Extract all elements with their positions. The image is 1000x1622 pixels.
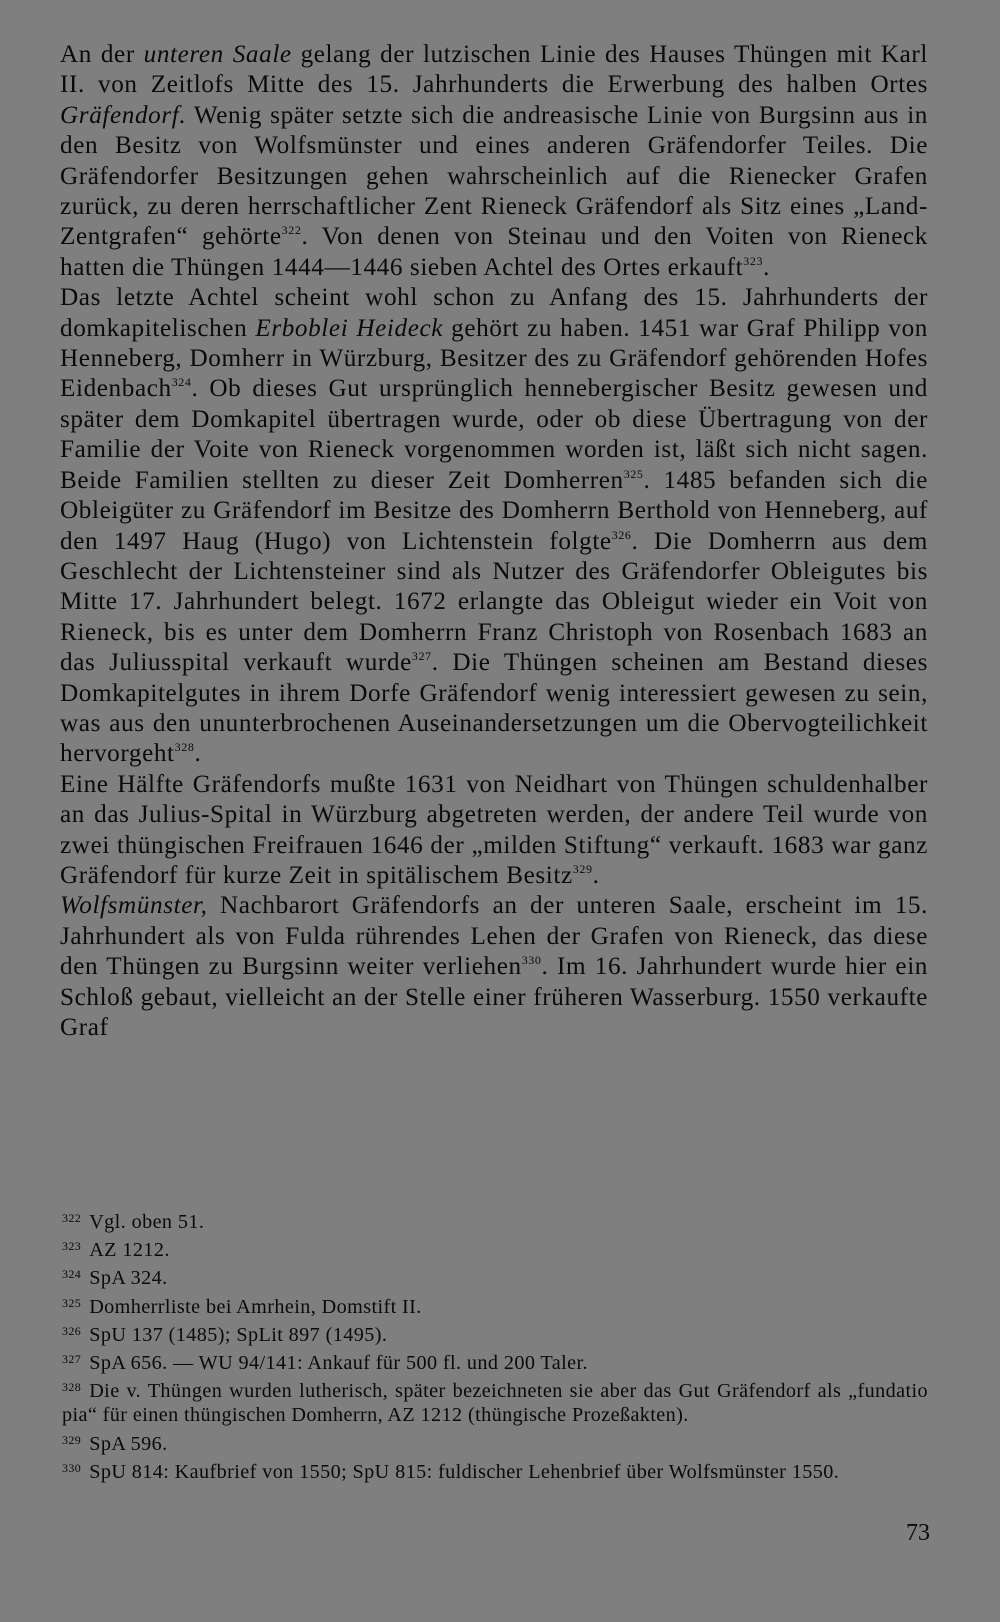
text-run: gelang der lutzischen Linie des Hauses Thüngen mit Karl II. von Zeitlofs Mitte des 15. Jahrhunderts die Erwerbung des halben Ortes	[60, 41, 928, 99]
text-run: .	[194, 740, 202, 768]
footnote-ref: 324	[171, 375, 192, 390]
footnote-ref: 326	[611, 527, 632, 542]
footnote-text: SpA 656. — WU 94/141: Ankauf für 500 fl. und 200 Taler.	[89, 1352, 588, 1375]
footnotes	[62, 1206, 928, 1484]
footnote	[62, 1428, 928, 1456]
footnote-number: 326	[62, 1323, 82, 1338]
footnote-ref: 325	[623, 466, 644, 481]
footnote-ref: 323	[743, 253, 764, 268]
text-run: . Ob dieses Gut ursprünglich hennebergischer Besitz gewesen und später dem Domkapitel übertragen wurde, oder ob diese Übertragung von der Familie der Voite von Rieneck vorgenommen worden ist, läßt sich nicht sagen. Beide Familien stellten zu dieser Zeit Domherren	[60, 375, 928, 494]
footnote-text: AZ 1212.	[89, 1239, 170, 1262]
footnote-number: 330	[62, 1460, 82, 1475]
paragraph	[60, 283, 928, 770]
text-run: . 1485 befanden sich die Obleigüter zu Gräfendorf im Besitze des Domherrn Berthold von Henneberg, auf den 1497 Haug (Hugo) von Lichtenstein folgte	[60, 466, 928, 555]
footnote-number: 328	[62, 1380, 82, 1395]
footnote-text: Vgl. oben 51.	[89, 1211, 205, 1233]
footnote	[62, 1456, 928, 1484]
footnote	[62, 1319, 928, 1347]
text-run: . Im 16. Jahrhundert wurde hier ein Schloß gebaut, vielleicht an der Stelle einer früheren Wasserburg. 1550 verkaufte Graf	[60, 953, 928, 1041]
footnote-ref: 330	[521, 953, 542, 968]
paragraph	[60, 40, 928, 283]
italic-text: Wolfsmünster,	[60, 892, 208, 920]
text-run: Wenig später setzte sich die andreasische Linie von Burgsinn aus in den Besitz von Wolfsmünster und eines anderen Gräfendorfer Teiles. Die Gräfendorfer Besitzungen gehen wahrscheinlich auf die Rienecker Grafen zurück, zu deren herrschaftlicher Zent Rieneck Gräfendorf als Sitz eines „Land-Zentgrafen“ gehörte	[60, 101, 928, 251]
text-run: Eine Hälfte Gräfendorfs mußte 1631 von Neidhart von Thüngen schuldenhalber an das Julius-Spital in Würzburg abgetreten werden, der andere Teil wurde von zwei thüngischen Freifrauen 1646 der „milden Stiftung“ verkauft. 1683 war ganz Gräfendorf für kurze Zeit in spitälischem Besitz	[60, 770, 928, 889]
footnote-ref: 322	[281, 223, 302, 238]
italic-text: unteren Saale	[143, 41, 292, 68]
text-run: . Die Thüngen scheinen am Bestand dieses Domkapitelgutes in ihrem Dorfe Gräfendorf wenig interessiert gewesen zu sein, was aus den ununterbrochenen Auseinandersetzungen um die Obervogteilichkeit hervorgeht	[60, 649, 928, 768]
text-run: An der	[60, 41, 144, 68]
text-run: .	[592, 861, 600, 889]
text-run: .	[763, 253, 770, 281]
text-run: gehört zu haben. 1451 war Graf Philipp von Henneberg, Domherr in Würzburg, Besitzer des zu Gräfendorf gehörenden Hofes Eidenbach	[60, 314, 928, 403]
footnote-text: SpA 324.	[89, 1267, 168, 1290]
footnote-number: 327	[62, 1352, 82, 1367]
footnote-text: Domherrliste bei Amrhein, Domstift II.	[89, 1295, 422, 1318]
footnote	[62, 1291, 928, 1319]
footnote	[62, 1206, 928, 1234]
footnote	[62, 1375, 928, 1427]
footnote	[62, 1347, 928, 1375]
page-number: 73	[906, 1520, 930, 1546]
footnote-number: 322	[62, 1211, 82, 1225]
footnote-number: 325	[62, 1295, 82, 1310]
italic-text: Erboblei Heideck	[255, 314, 444, 342]
text-run: Nachbarort Gräfendorfs an der unteren Saale, erscheint im 15. Jahrhundert als von Fulda rührendes Lehen der Grafen von Rieneck, das diese den Thüngen zu Burgsinn weiter verliehen	[60, 892, 928, 981]
text-run: . Die Domherrn aus dem Geschlecht der Lichtensteiner sind als Nutzer des Gräfendorfer Obleigutes bis Mitte 17. Jahrhundert belegt. 1672 erlangte das Obleigut wieder ein Voit von Rieneck, bis es unter dem Domherrn Franz Christoph von Rosenbach 1683 an das Juliusspital verkauft wurde	[60, 527, 928, 677]
footnote	[62, 1262, 928, 1290]
text-run: . Von denen von Steinau und den Voiten von Rieneck hatten die Thüngen 1444—1446 sieben Achtel des Ortes erkauft	[60, 223, 928, 281]
text-run: Das letzte Achtel scheint wohl schon zu Anfang des 15. Jahrhunderts der domkapitelischen	[60, 284, 928, 342]
footnote-ref: 328	[174, 740, 195, 755]
footnote-number: 329	[62, 1432, 82, 1447]
footnote	[62, 1234, 928, 1262]
footnote-ref: 329	[572, 861, 593, 876]
body-text	[60, 40, 928, 1043]
italic-text: Gräfendorf.	[60, 101, 187, 129]
footnote-text: SpA 596.	[89, 1432, 168, 1455]
footnote-text: SpU 814: Kaufbrief von 1550; SpU 815: fuldischer Lehenbrief über Wolfsmünster 1550.	[89, 1460, 840, 1483]
footnote-number: 323	[62, 1239, 82, 1254]
footnote-ref: 327	[411, 649, 432, 664]
paragraph	[60, 770, 928, 892]
footnote-number: 324	[62, 1267, 82, 1282]
paragraph	[60, 891, 928, 1043]
footnote-text: Die v. Thüngen wurden lutherisch, später bezeichneten sie aber das Gut Gräfendorf als „fundatio pia“ für einen thüngischen Domherrn, AZ 1212 (thüngische Prozeßakten).	[62, 1380, 928, 1427]
footnote-text: SpU 137 (1485); SpLit 897 (1495).	[89, 1323, 388, 1346]
